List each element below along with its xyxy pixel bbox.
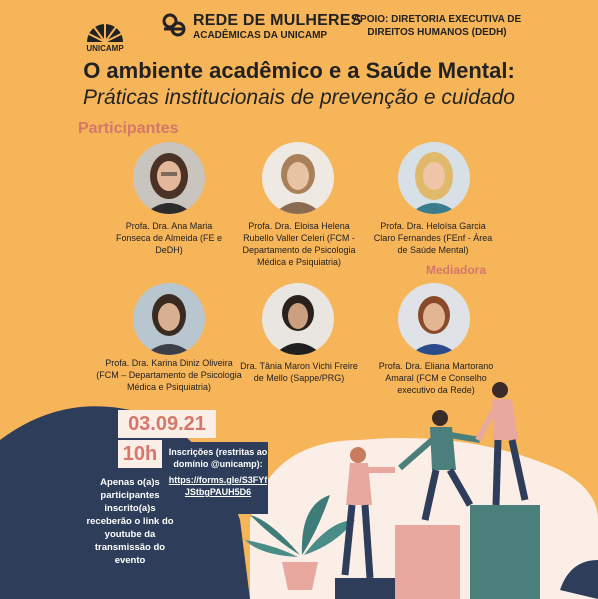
rede-title: REDE DE MULHERES [193,12,362,29]
unicamp-logo [80,6,130,56]
event-time: 10h [118,440,162,468]
page-title: O ambiente acadêmico e a Saúde Mental: [83,58,515,83]
step-2 [395,525,460,599]
avatar-person-5 [262,283,334,355]
caption-person-3: Profa. Dra. Heloísa Garcia Claro Fernandes (FEnf - Área de Saúde Mental) [373,221,493,255]
caption-person-4: Profa. Dra. Karina Diniz Oliveira (FCM – Departamento de Psicologia Médica e Psiquiatria) [96,358,242,392]
apoio-text: APOIO: DIRETORIA EXECUTIVA DE DIREITOS HUMANOS (DEDH) [352,14,522,38]
avatar-person-6 [398,283,470,355]
avatar-person-1 [133,142,205,214]
avatar-person-3 [398,142,470,214]
caption-person-1: Profa. Dra. Ana Maria Fonseca de Almeida (FE e DeDH) [115,221,223,255]
avatar-person-4 [133,283,205,355]
rede-subtitle: ACADÊMICAS DA UNICAMP [193,30,328,41]
caption-person-5: Dra. Tânia Maron Vichi Freire de Mello (Sappe/PRG) [240,361,358,383]
caption-person-2: Profa. Dra. Eloisa Helena Rubello Valler Celeri (FCM - Departamento de Psicologia Médica e Psiquiatria) [242,221,356,267]
registration-box [168,442,268,514]
step-1 [335,578,395,599]
registration-text: Inscrições (restritas ao domínio @unicamp): [168,447,268,469]
participantes-heading: Participantes [78,120,179,137]
rede-mark-icon [161,12,187,38]
registration-link[interactable]: https://forms.gle/S3FYfJStbgPAUH5D6 [168,475,268,497]
notice-text: Apenas o(a)s participantes inscrito(a)s receberão o link do youtube da transmissão do evento [86,477,174,566]
event-date: 03.09.21 [118,410,216,438]
unicamp-emblem-icon [80,6,130,44]
unicamp-label: UNICAMP [86,44,124,53]
mediadora-heading: Mediadora [426,263,487,277]
avatar-person-2 [262,142,334,214]
page-subtitle: Práticas institucionais de prevenção e cuidado [83,86,515,109]
step-3 [470,505,540,599]
caption-person-6: Profa. Dra. Eliana Martorano Amaral (FCM e Conselho executivo da Rede) [378,361,494,395]
